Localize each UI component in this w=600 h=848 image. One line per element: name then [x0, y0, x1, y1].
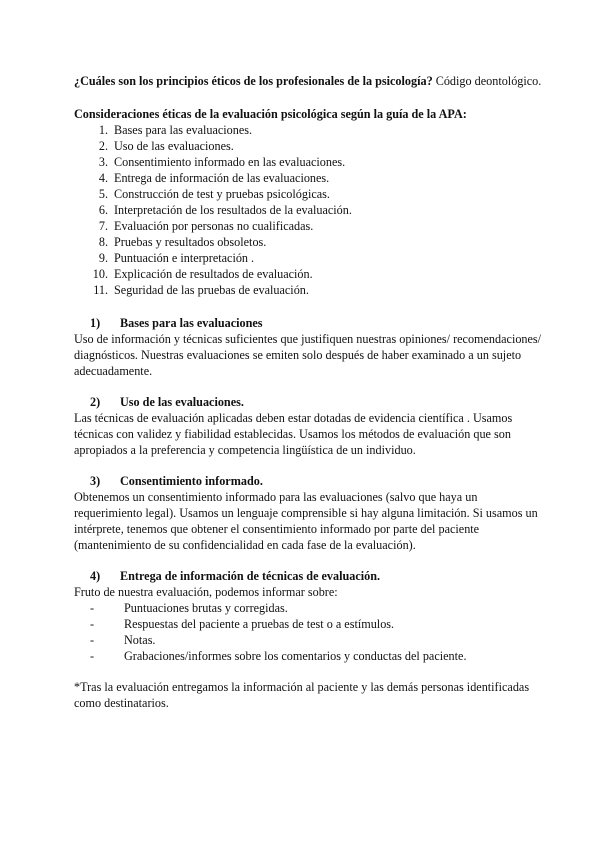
list-item: - Notas. [90, 633, 156, 647]
section-body-uso: Las técnicas de evaluación aplicadas deben estar dotadas de evidencia científica . Usamos técnicas con validez y fiabilidad establecidas. Usamos los métodos de evaluación que son apropiados a la preferencia y competencia lingüística de un individuo. [74, 411, 513, 457]
intro-question: ¿Cuáles son los principios éticos de los profesionales de la psicología? [74, 74, 433, 88]
list-item: 9. Puntuación e interpretación . [98, 251, 255, 265]
list-item: 11. Seguridad de las pruebas de evaluación. [93, 283, 309, 297]
list-item: 4. Entrega de información de las evaluaciones. [98, 171, 330, 185]
list-item: 2. Uso de las evaluaciones. [98, 139, 234, 153]
list-item: 10. Explicación de resultados de evaluación. [92, 267, 313, 281]
list-item: 3. Consentimiento informado en las evaluaciones. [98, 155, 346, 169]
list-item: 5. Construcción de test y pruebas psicológicas. [98, 187, 330, 201]
section-heading-consentimiento: 3) Consentimiento informado. [90, 474, 263, 488]
section-heading-bases: 1) Bases para las evaluaciones [90, 316, 263, 330]
list-item: - Respuestas del paciente a pruebas de test o a estímulos. [90, 617, 395, 631]
list-item: - Grabaciones/informes sobre los comentarios y conductas del paciente. [90, 649, 467, 663]
footnote: *Tras la evaluación entregamos la información al paciente y las demás personas identificadas como destinatarios. [74, 680, 530, 710]
section-body-consentimiento: Obtenemos un consentimiento informado para las evaluaciones (salvo que haya un requerimiento legal). Usamos un lenguaje comprensible si hay alguna limitación. Si usamos un intérprete, tenemos que obtener el consentimiento informado por parte del paciente (mantenimiento de su confidencialidad en cada fase de la evaluación). [74, 490, 538, 552]
intro-answer: Código deontológico. [432, 74, 542, 88]
entrega-bullet-list [74, 600, 544, 664]
section-body-bases: Uso de información y técnicas suficientes que justifiquen nuestras opiniones/ recomendaciones/ diagnósticos. Nuestras evaluaciones se emiten solo después de haber examinado a un sujeto adecuadamente. [74, 332, 542, 378]
considerations-heading: Consideraciones éticas de la evaluación psicológica según la guía de la APA: [74, 107, 467, 121]
section-intro-entrega: Fruto de nuestra evaluación, podemos informar sobre: [74, 585, 338, 599]
considerations-list [74, 122, 544, 298]
list-item: 7. Evaluación por personas no cualificadas. [98, 219, 314, 233]
document-content [74, 73, 544, 711]
section-heading-uso: 2) Uso de las evaluaciones. [90, 395, 244, 409]
section-heading-entrega: 4) Entrega de información de técnicas de evaluación. [90, 569, 381, 583]
list-item: 6. Interpretación de los resultados de la evaluación. [98, 203, 352, 217]
intro-paragraph [74, 73, 544, 89]
list-item: 1. Bases para las evaluaciones. [98, 123, 253, 137]
list-item: - Puntuaciones brutas y corregidas. [90, 601, 288, 615]
list-item: 8. Pruebas y resultados obsoletos. [98, 235, 267, 249]
